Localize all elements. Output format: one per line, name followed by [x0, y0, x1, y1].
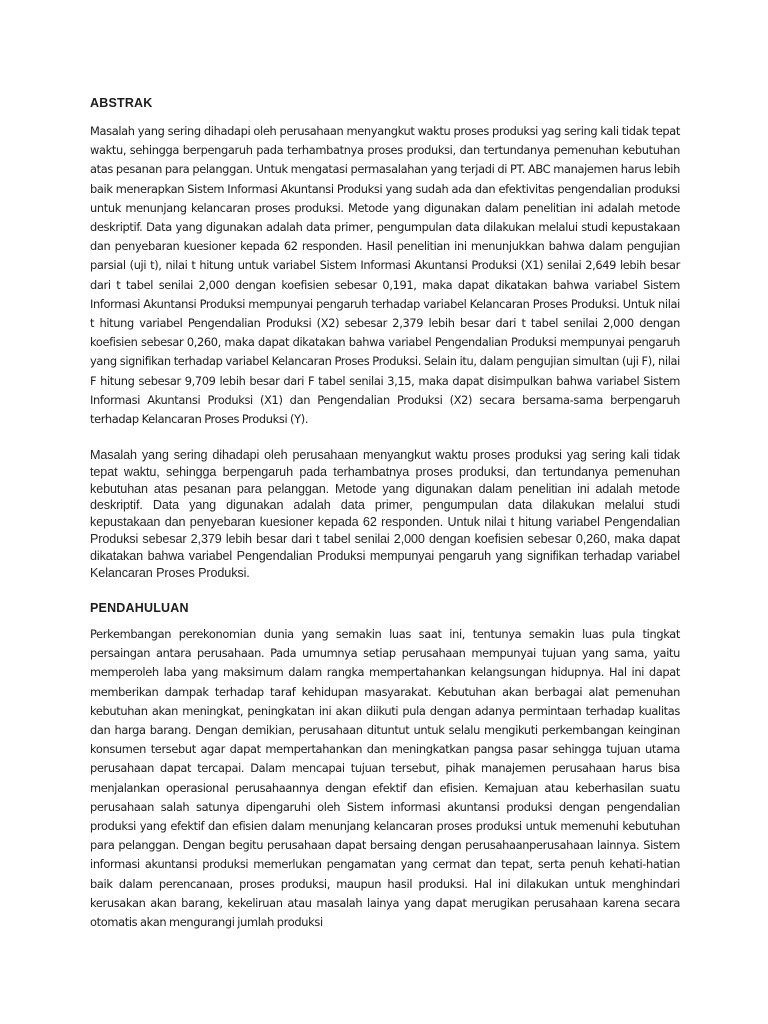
introduction-heading: PENDAHULUAN [90, 601, 189, 615]
abstract-summary-paragraph: Masalah yang sering dihadapi oleh perusahaan menyangkut waktu proses produksi yag sering kali tidak tepat waktu, sehingga berpengaruh pada terhambatnya proses produksi, dan tertundanya pemenuhan kebutuhan atas pesanan para pelanggan. Metode yang digunakan dalam penelitian ini adalah metode deskriptif. Data yang digunakan adalah data primer, pengumpulan data dilakukan melalui studi kepustakaan dan penyebaran kuesioner kepada 62 responden. Untuk nilai t hitung variabel Pengendalian Produksi sebesar 2,379 lebih besar dari t tabel senilai 2,000 dengan koefisien sebesar 0,260, maka dapat dikatakan bahwa variabel Pengendalian Produksi mempunyai pengaruh yang signifikan terhadap variabel Kelancaran Proses Produksi. [90, 448, 680, 580]
introduction-paragraph: Perkembangan perekonomian dunia yang semakin luas saat ini, tentunya semakin luas pula tingkat persaingan antara perusahaan. Pada umumnya setiap perusahaan mempunyai tujuan yang sama, yaitu memperoleh laba yang maksimum dalam rangka mempertahankan kelangsungan hidupnya. Hal ini dapat memberikan dampak terhadap taraf kehidupan masyarakat. Kebutuhan akan berbagai alat pemenuhan kebutuhan akan meningkat, peningkatan ini akan diikuti pula dengan adanya permintaan terhadap kualitas dan harga barang. Dengan demikian, perusahaan dituntut untuk selalu mengikuti perkembangan keinginan konsumen tersebut agar dapat mempertahankan dan meningkatkan pangsa pasar sehingga tujuan utama perusahaan dapat tercapai. Dalam mencapai tujuan tersebut, pihak manajemen perusahaan harus bisa menjalankan operasional perusahaannya dengan efektif dan efisien. Kemajuan atau keberhasilan suatu perusahaan salah satunya dipengaruhi oleh Sistem informasi akuntansi produksi dengan pengendalian produksi yang efektif dan efisien dalam menunjang kelancaran proses produksi untuk memenuhi kebutuhan para pelanggan. Dengan begitu perusahaan dapat bersaing dengan perusahaanperusahaan lainnya. Sistem informasi akuntansi produksi memerlukan pengamatan yang cermat dan tepat, serta penuh kehati-hatian baik dalam perencanaan, proses produksi, maupun hasil produksi. Hal ini dilakukan untuk menghindari kerusakan akan barang, kekeliruan atau masalah lainya yang dapat merugikan perusahaan karena secara otomatis akan mengurangi jumlah produksi [90, 627, 680, 930]
abstract-heading: ABSTRAK [90, 96, 153, 110]
abstract-paragraph: Masalah yang sering dihadapi oleh perusahaan menyangkut waktu proses produksi yag sering kali tidak tepat waktu, sehingga berpengaruh pada terhambatnya proses produksi, dan tertundanya pemenuhan kebutuhan atas pesanan para pelanggan. Untuk mengatasi permasalahan yang terjadi di PT. ABC manajemen harus lebih baik menerapkan Sistem Informasi Akuntansi Produksi yang sudah ada dan efektivitas pengendalian produksi untuk menunjang kelancaran proses produksi. Metode yang digunakan dalam penelitian ini adalah metode deskriptif. Data yang digunakan adalah data primer, pengumpulan data dilakukan melalui studi kepustakaan dan penyebaran kuesioner kepada 62 responden. Hasil penelitian ini menunjukkan bahwa dalam pengujian parsial (uji t), nilai t hitung untuk variabel Sistem Informasi Akuntansi Produksi (X1) senilai 2,649 lebih besar dari t tabel senilai 2,000 dengan koefisien sebesar 0,191, maka dapat dikatakan bahwa variabel Sistem Informasi Akuntansi Produksi mempunyai pengaruh terhadap variabel Kelancaran Proses Produksi. Untuk nilai t hitung variabel Pengendalian Produksi (X2) sebesar 2,379 lebih besar dari t tabel senilai 2,000 dengan koefisien sebesar 0,260, maka dapat dikatakan bahwa variabel Pengendalian Produksi mempunyai pengaruh yang signifikan terhadap variabel Kelancaran Proses Produksi. Selain itu, dalam pengujian simultan (uji F), nilai F hitung sebesar 9,709 lebih besar dari F tabel senilai 3,15, maka dapat disimpulkan bahwa variabel Sistem Informasi Akuntansi Produksi (X1) dan Pengendalian Produksi (X2) secara bersama-sama berpengaruh terhadap Kelancaran Proses Produksi (Y). [90, 124, 680, 427]
